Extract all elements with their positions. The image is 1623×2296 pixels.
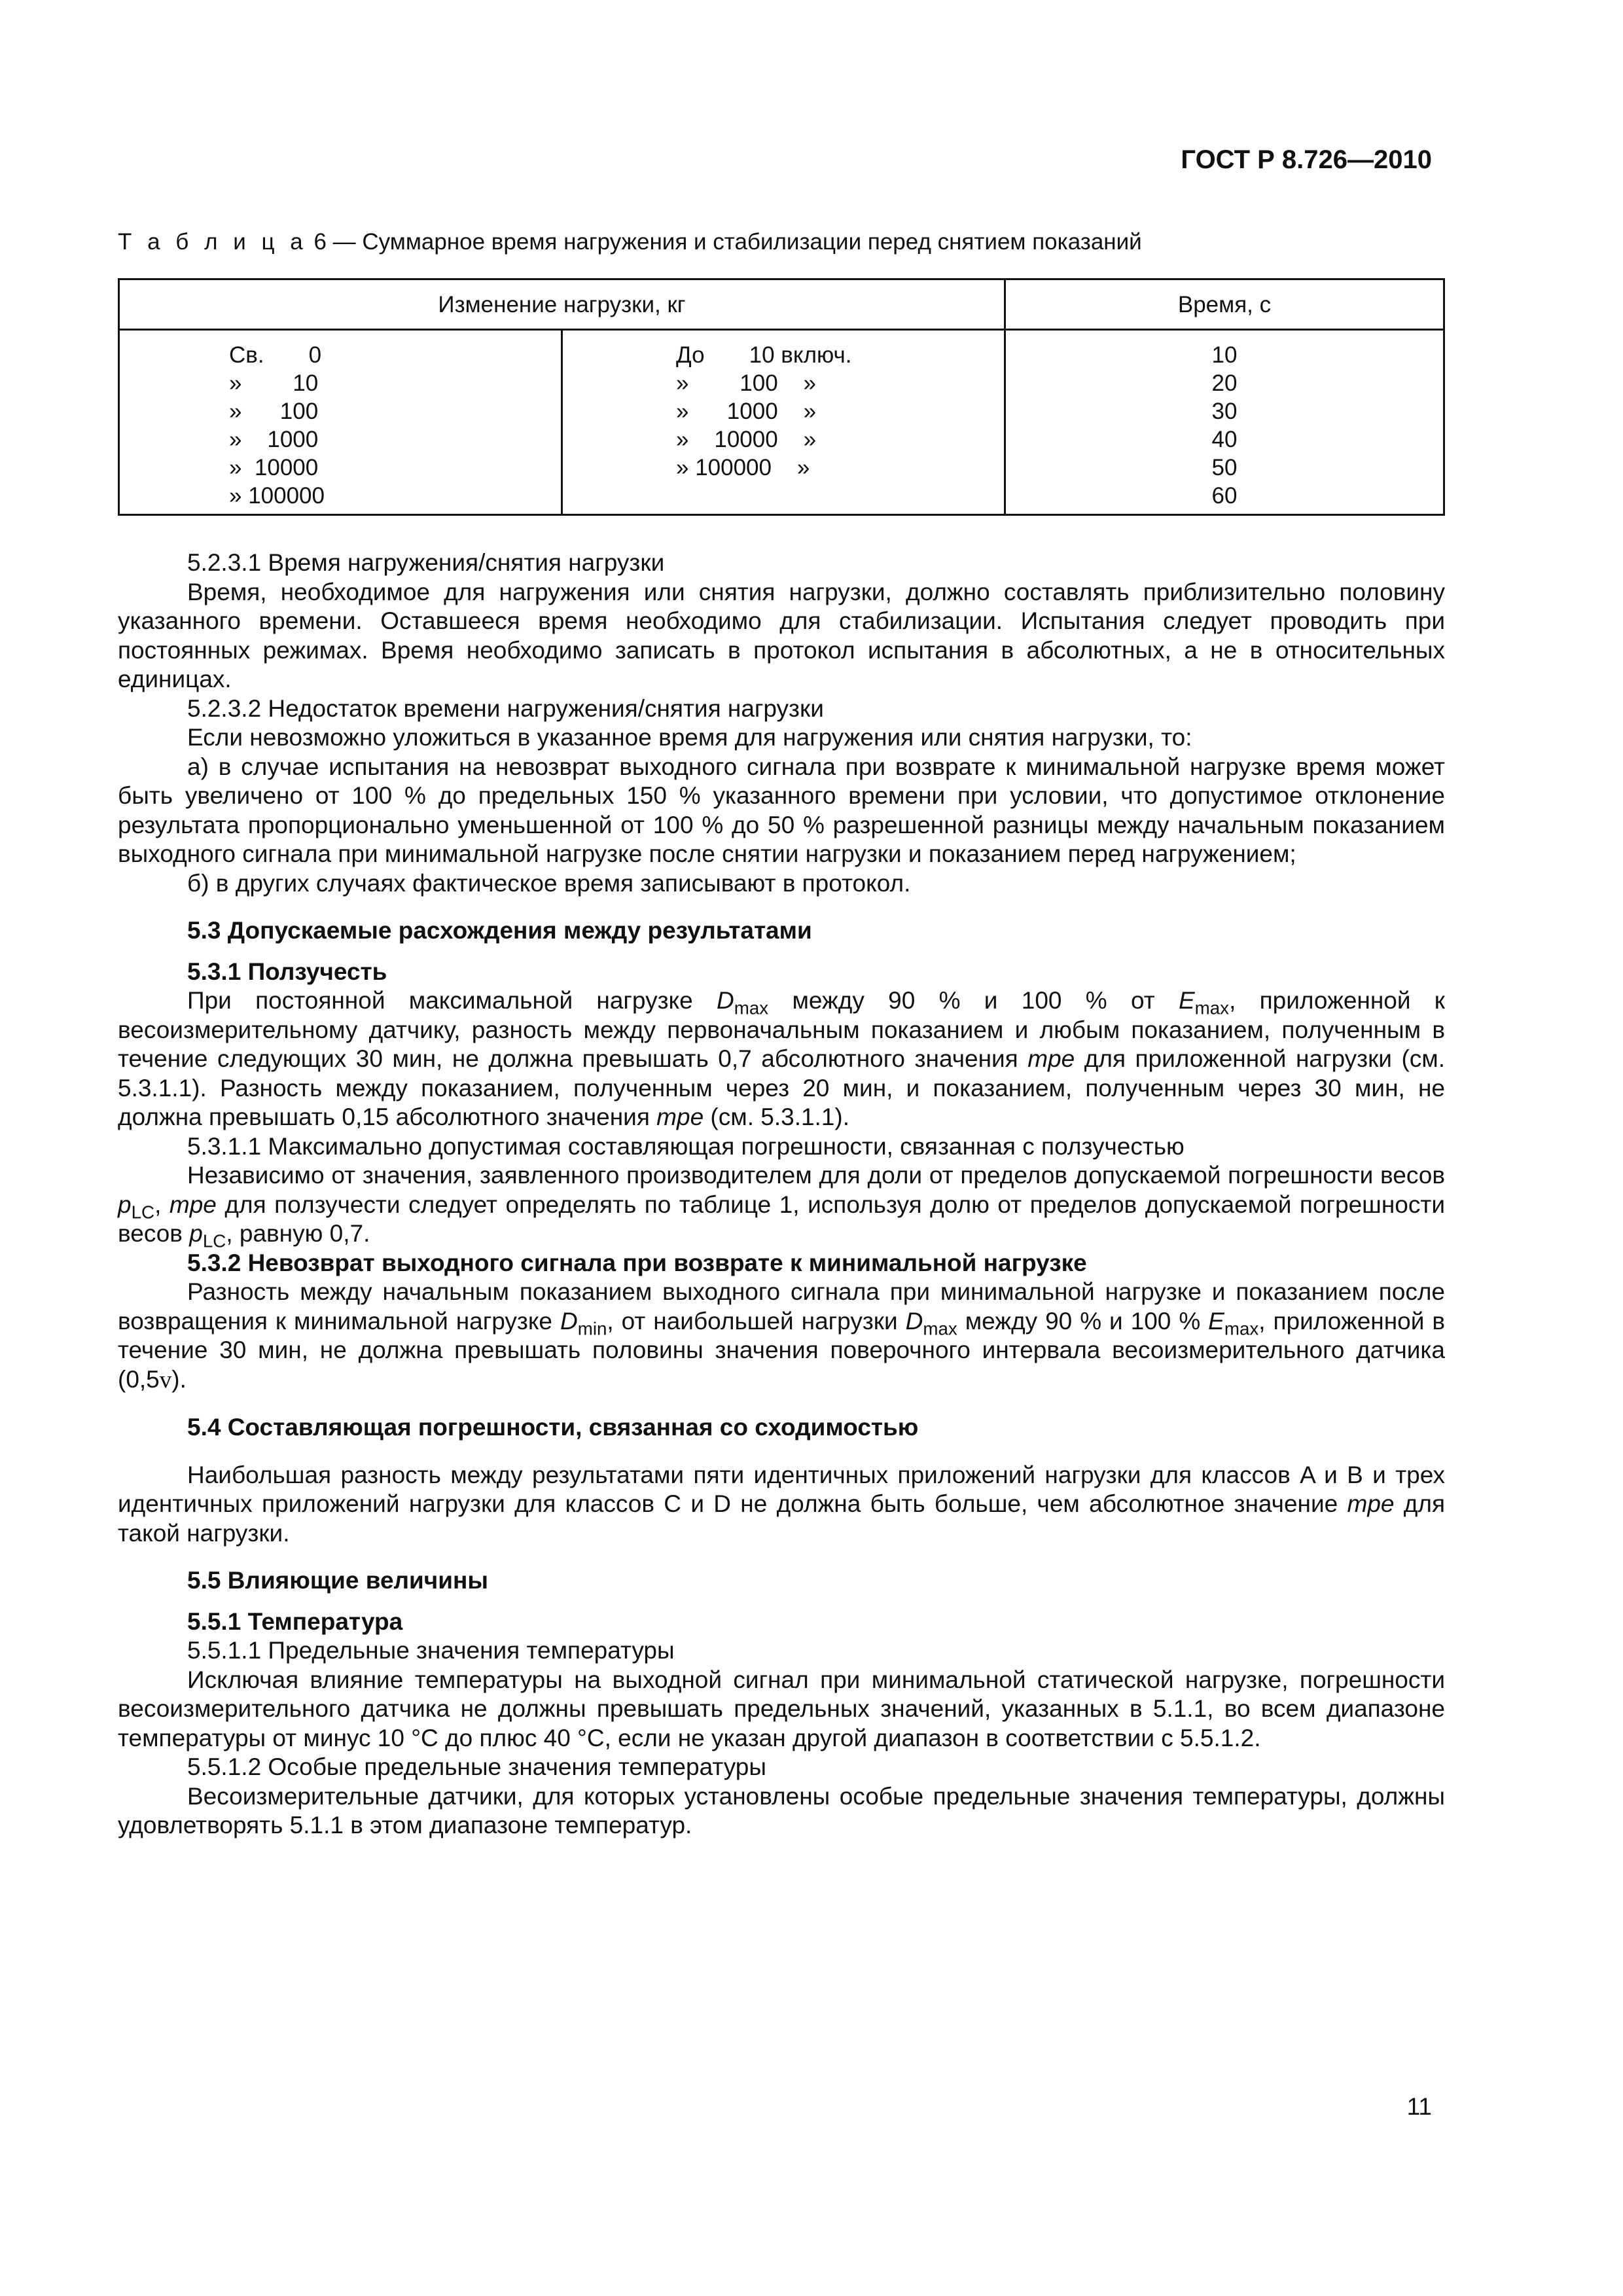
load-to-value: » 100000 » <box>676 455 810 480</box>
load-time-table <box>118 278 1445 516</box>
load-to-value: » 10000 » <box>676 427 817 452</box>
paragraph: Исключая влияние температуры на выходной сигнал при минимальной статической нагрузке, погрешности весоизмерительного датчика не должны превышать предельных значений, указанных в 5.1.1, во всем диапазоне температуры от минус 10 °С до плюс 40 °С, если не указан другой диапазон в соответствии с 5.5.1.2. <box>118 1666 1445 1751</box>
load-from-value: Св. 0 <box>229 342 322 368</box>
time-value: 20 <box>1211 370 1238 396</box>
section-5-4-heading: 5.4 Составляющая погрешности, связанная со сходимостью <box>187 1414 919 1441</box>
load-from-value: » 100000 <box>229 483 325 509</box>
clause-5-2-3-1-title: 5.2.3.1 Время нагружения/снятия нагрузки <box>187 549 665 576</box>
paragraph: Если невозможно уложиться в указанное время для нагружения или снятия нагрузки, то: <box>187 724 1192 751</box>
time-value: 50 <box>1211 455 1238 480</box>
col-header-load: Изменение нагрузки, кг <box>119 279 1005 330</box>
paragraph: При постоянной максимальной нагрузке $D_{max}$ между 90 % и 100 % от $E_{max}$, приложенной к весоизмерительному датчику, разность между первоначальным показанием и любым показанием, полученным в течение следующих 30 мин, не должна превышать 0,7 абсолютного значения mpe для приложенной нагрузки (см. 5.3.1.1). Разность между показанием, полученным через 20 мин, и показанием, полученным через 30 мин, не должна превышать 0,15 абсолютного значения mpe (см. 5.3.1.1). <box>118 987 1446 1130</box>
table-caption <box>118 229 1142 255</box>
clause-5-5-1-1-title: 5.5.1.1 Предельные значения температуры <box>187 1637 675 1664</box>
paragraph: Независимо от значения, заявленного производителем для доли от пределов допускаемой погрешности весов $p_{LC}$, mpe для ползучести следует определять по таблице 1, используя долю от пределов допускаемой погрешности весов $p_{LC}$, равную 0,7. <box>118 1162 1445 1251</box>
load-to-value: » 1000 » <box>676 399 817 424</box>
load-from-value: » 10000 <box>229 455 319 480</box>
time-value: 30 <box>1211 399 1238 424</box>
load-to-value: » 100 » <box>676 370 817 396</box>
load-from-value: » 100 <box>229 399 319 424</box>
table-caption-prefix: Т а б л и ц а <box>118 229 308 255</box>
load-from-value: » 1000 <box>229 427 319 452</box>
table-header-row <box>119 279 1444 330</box>
paragraph: Время, необходимое для нагружения или снятия нагрузки, должно составлять приблизительно половину указанного времени. Оставшееся время необходимо для стабилизации. Испытания следует проводить при постоянных режимах. Время необходимо записать в протокол испытания в абсолютных, а не в относительных единицах. <box>118 578 1445 692</box>
time-value: 40 <box>1211 427 1238 452</box>
section-5-3-2-heading: 5.3.2 Невозврат выходного сигнала при возврате к минимальной нагрузке <box>187 1249 1087 1276</box>
time-value: 10 <box>1211 342 1238 368</box>
clause-5-3-1-1-title: 5.3.1.1 Максимально допустимая составляющая погрешности, связанная с ползучестью <box>187 1132 1185 1160</box>
load-from-cell <box>119 330 562 515</box>
load-to-cell <box>562 330 1005 515</box>
col-header-time: Время, с <box>1005 279 1444 330</box>
clause-5-2-3-2-title: 5.2.3.2 Недостаток времени нагружения/снятия нагрузки <box>187 694 824 722</box>
section-5-3-1-heading: 5.3.1 Ползучесть <box>187 958 387 985</box>
document-body <box>118 548 1445 1840</box>
paragraph: Наибольшая разность между результатами пяти идентичных приложений нагрузки для классов A и B и трех идентичных приложений нагрузки для классов C и D не должна быть больше, чем абсолютное значение mpe для такой нагрузки. <box>118 1461 1445 1547</box>
time-value: 60 <box>1211 483 1238 509</box>
clause-5-5-1-2-title: 5.5.1.2 Особые предельные значения температуры <box>187 1753 766 1780</box>
section-5-3-heading: 5.3 Допускаемые расхождения между результатами <box>187 917 812 944</box>
load-from-value: » 10 <box>229 370 319 396</box>
paragraph: Разность между начальным показанием выходного сигнала при минимальной нагрузке и показанием после возвращения к минимальной нагрузке $D_{min}$, от наибольшей нагрузки $D_{max}$ между 90 % и 100 % $E_{max}$, приложенной в течение 30 мин, не должна превышать половины значения поверочного интервала весоизмерительного датчика (0,5v). <box>118 1278 1446 1393</box>
page-number: 11 <box>1406 2093 1432 2120</box>
table-body-row <box>119 330 1444 515</box>
section-5-5-1-heading: 5.5.1 Температура <box>187 1607 403 1635</box>
section-5-5-heading: 5.5 Влияющие величины <box>187 1567 488 1594</box>
list-item-a: а) в случае испытания на невозврат выходного сигнала при возврате к минимальной нагрузке время может быть увеличено от 100 % до предельных 150 % указанного времени при условии, что допустимое отклонение результата пропорционально уменьшенной от 100 % до 50 % разрешенной разницы между начальным показанием выходного сигнала при минимальной нагрузке после снятии нагрузки и показанием перед нагружением; <box>118 753 1445 867</box>
table-caption-text: 6 — Суммарное время нагружения и стабилизации перед снятием показаний <box>313 229 1142 255</box>
paragraph: Весоизмерительные датчики, для которых установлены особые предельные значения температуры, должны удовлетворять 5.1.1 в этом диапазоне температур. <box>118 1782 1445 1839</box>
time-cell <box>1005 330 1444 515</box>
load-to-value: До 10 включ. <box>676 342 852 368</box>
standard-code: ГОСТ Р 8.726—2010 <box>1181 145 1432 174</box>
list-item-b: б) в других случаях фактическое время записывают в протокол. <box>187 869 911 897</box>
